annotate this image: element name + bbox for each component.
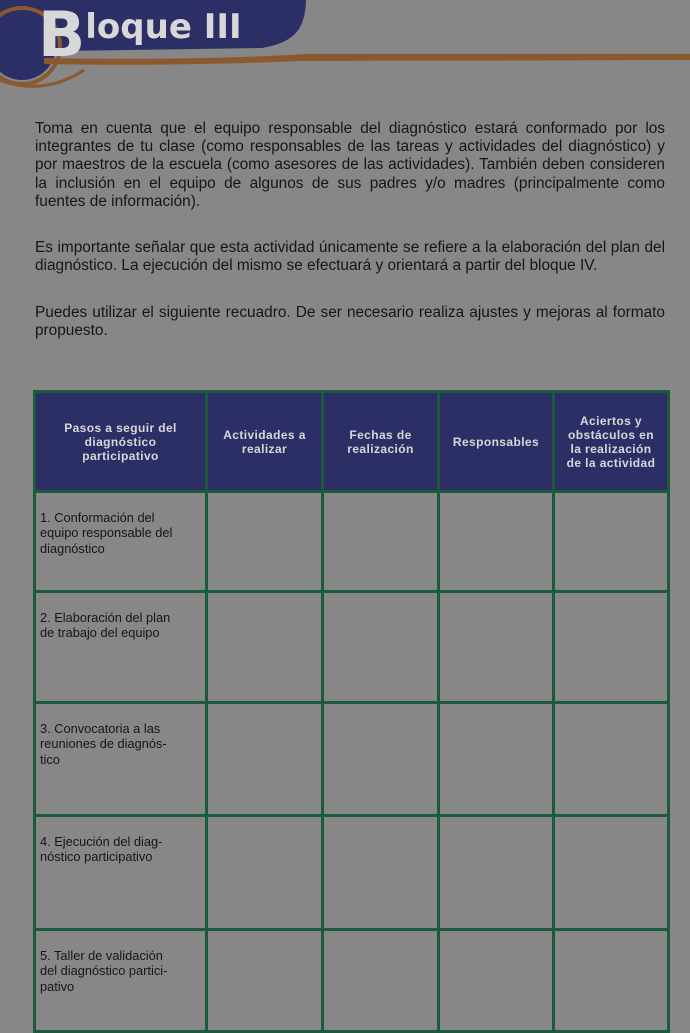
outcomes-cell[interactable]	[554, 592, 669, 703]
table-row	[35, 930, 669, 1032]
table-header-row	[35, 392, 669, 492]
step-cell	[35, 816, 207, 930]
step-line: del diagnóstico partici-	[40, 963, 168, 979]
table-row	[35, 592, 669, 703]
step-line: de trabajo del equipo	[40, 625, 160, 641]
dates-cell[interactable]	[323, 816, 439, 930]
paragraph-activity-scope: Es importante señalar que esta actividad únicamente se refiere a la elaboración del plan del diagnóstico. La ejecución del mismo se efectuará y orientará a partir del bloque IV.	[35, 239, 665, 275]
header-line: Pasos a seguir del	[64, 420, 177, 435]
activities-cell[interactable]	[207, 816, 323, 930]
column-header-responsibles	[439, 392, 554, 492]
header-line: realizar	[241, 441, 288, 456]
responsibles-cell[interactable]	[439, 703, 554, 816]
paragraph-table-instructions: Puedes utilizar el siguiente recuadro. De ser necesario realiza ajustes y mejoras al formato propuesto.	[35, 304, 665, 340]
dates-cell[interactable]	[323, 592, 439, 703]
responsibles-cell[interactable]	[439, 492, 554, 592]
header-line: Responsables	[452, 434, 540, 449]
step-cell	[35, 930, 207, 1032]
title-initial: B	[38, 0, 85, 71]
table-row	[35, 703, 669, 816]
header-line: diagnóstico	[84, 434, 157, 449]
outcomes-cell[interactable]	[554, 703, 669, 816]
header-line: obstáculos en	[568, 427, 654, 442]
header-line: Aciertos y	[579, 413, 643, 428]
outcomes-cell[interactable]	[554, 930, 669, 1032]
header-line: realización	[347, 441, 414, 456]
outcomes-cell[interactable]	[554, 816, 669, 930]
outcomes-cell[interactable]	[554, 492, 669, 592]
step-line: 3. Convocatoria a las	[40, 721, 161, 736]
header-line: de la actividad	[566, 455, 656, 470]
header-line: la realización	[570, 441, 652, 456]
table-row	[35, 816, 669, 930]
header-line: Fechas de	[349, 427, 412, 442]
activities-cell[interactable]	[207, 592, 323, 703]
activities-cell[interactable]	[207, 703, 323, 816]
step-line: 1. Conformación del	[40, 510, 155, 525]
column-header-dates	[323, 392, 439, 492]
dates-cell[interactable]	[323, 703, 439, 816]
page-header	[0, 0, 690, 100]
dates-cell[interactable]	[323, 930, 439, 1032]
responsibles-cell[interactable]	[439, 930, 554, 1032]
step-line: 2. Elaboración del plan	[40, 610, 171, 625]
page-title	[38, 0, 242, 71]
header-line: Actividades a	[223, 427, 306, 442]
header-line: participativo	[82, 448, 159, 463]
column-header-outcomes	[554, 392, 669, 492]
paragraph-team-composition: Toma en cuenta que el equipo responsable del diagnóstico estará conformado por los integrantes de tu clase (como responsables de las tareas y actividades del diagnóstico) y por maestros de la escuela (como asesores de las actividades). También deben consideren la inclusión en el equipo de algunos de sus padres y/o madres (principalmente como fuentes de información).	[35, 120, 665, 210]
step-line: 5. Taller de validación	[40, 948, 163, 963]
step-line: 4. Ejecución del diag-	[40, 834, 163, 849]
column-header-steps	[35, 392, 207, 492]
title-rest: loque III	[85, 7, 242, 47]
responsibles-cell[interactable]	[439, 816, 554, 930]
step-cell	[35, 492, 207, 592]
activities-cell[interactable]	[207, 930, 323, 1032]
step-line: equipo responsable del	[40, 525, 173, 541]
column-header-activities	[207, 392, 323, 492]
step-line: pativo	[40, 978, 75, 994]
step-cell	[35, 592, 207, 703]
responsibles-cell[interactable]	[439, 592, 554, 703]
step-line: diagnóstico	[40, 540, 105, 556]
table-row	[35, 492, 669, 592]
step-line: reuniones de diagnós-	[40, 736, 167, 752]
activities-cell[interactable]	[207, 492, 323, 592]
step-line: nóstico participativo	[40, 849, 153, 865]
dates-cell[interactable]	[323, 492, 439, 592]
step-line: tico	[40, 751, 60, 767]
step-cell	[35, 703, 207, 816]
diagnostic-plan-table	[33, 390, 670, 1033]
